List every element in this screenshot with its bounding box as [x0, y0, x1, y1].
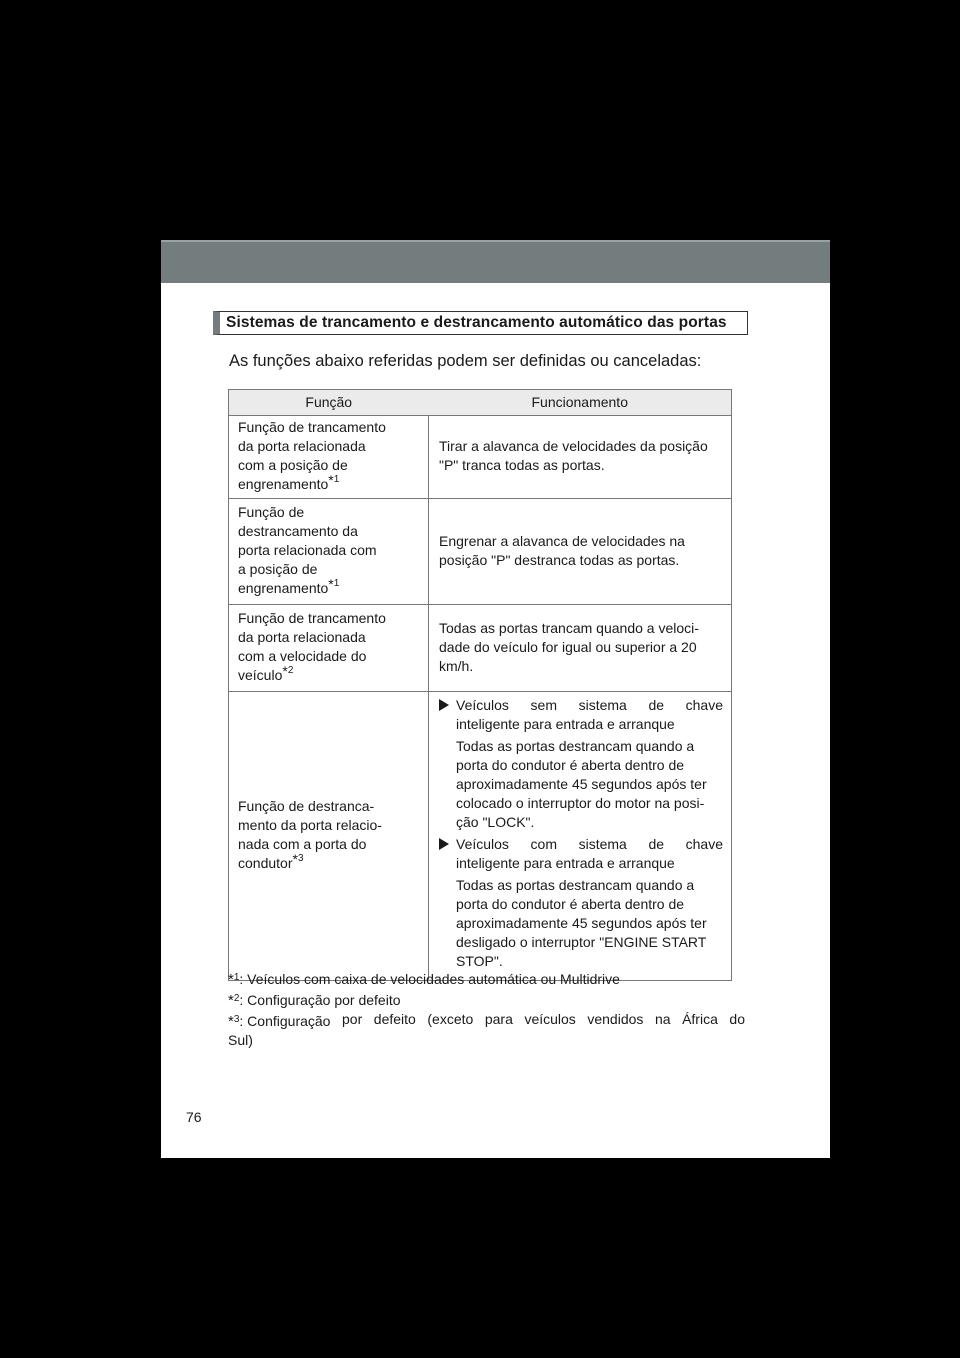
header-operation: Funcionamento: [429, 390, 732, 416]
footnotes: [228, 968, 745, 1050]
option-description: Todas as portas destrancam quando a porta do condutor é aberta dentro de aproximadamente 45 segundos após ter desligado o interruptor "ENGINE START STOP".: [456, 877, 707, 969]
footnote-ref: *1: [328, 472, 340, 488]
table-row: [229, 605, 732, 692]
operation-cell: Todas as portas trancam quando a veloci- dade do veículo for igual ou superior a 20 km/h.: [429, 605, 732, 692]
table-row: [229, 499, 732, 605]
option-keyless-none: Veículos sem sistema de chave inteligente para entrada e arranque: [439, 696, 723, 734]
arrow-right-icon: [439, 838, 449, 850]
footnote-2: *$^2$: Configuração por defeito: [228, 992, 401, 1009]
operation-cell: Engrenar a alavanca de velocidades na posição "P" destranca todas as portas.: [429, 499, 732, 605]
arrow-right-icon: [439, 699, 449, 711]
function-cell: Função de trancamento da porta relacionada com a velocidade do veículo$^{*^2}$: [229, 605, 429, 692]
option-description: Todas as portas destrancam quando a porta do condutor é aberta dentro de aproximadamente 45 segundos após ter colocado o interruptor do motor na posi- ção "LOCK".: [456, 738, 707, 830]
function-cell: Função de destrancamento da porta relacionada com a posição de engrenamento$^{*^1}$: [229, 499, 429, 605]
operation-cell: [429, 692, 732, 981]
table-header-row: [229, 390, 732, 416]
table-row: [229, 416, 732, 499]
manual-page: [161, 240, 830, 1158]
footnote-ref: *2: [282, 663, 294, 679]
header-function: Função: [229, 390, 429, 416]
function-cell: Função de trancamento da porta relacionada com a posição de engrenamento$^{*^1}$: [229, 416, 429, 499]
operation-cell: Tirar a alavanca de velocidades da posição "P" tranca todas as portas.: [429, 416, 732, 499]
function-cell: Função de destranca- mento da porta relacio- nada com a porta do condutor$^{*^3}$: [229, 692, 429, 981]
page-number: 76: [186, 1109, 202, 1125]
page-header-band: [161, 240, 830, 283]
footnote-ref: *1: [328, 576, 340, 592]
functions-table: [228, 389, 732, 981]
option-keyless-with: Veículos com sistema de chave inteligente para entrada e arranque: [439, 835, 723, 873]
intro-text: As funções abaixo referidas podem ser definidas ou canceladas:: [229, 352, 702, 370]
footnote-3: *$^3$: Configuração por defeito (exceto para veículos vendidos na África do Sul): [228, 1011, 745, 1048]
table-row: [229, 692, 732, 981]
footnote-ref: *3: [292, 851, 304, 867]
section-title: Sistemas de trancamento e destrancamento automático das portas: [213, 311, 748, 335]
footnote-1: *$^1$: Veículos com caixa de velocidades automática ou Multidrive: [228, 971, 620, 988]
